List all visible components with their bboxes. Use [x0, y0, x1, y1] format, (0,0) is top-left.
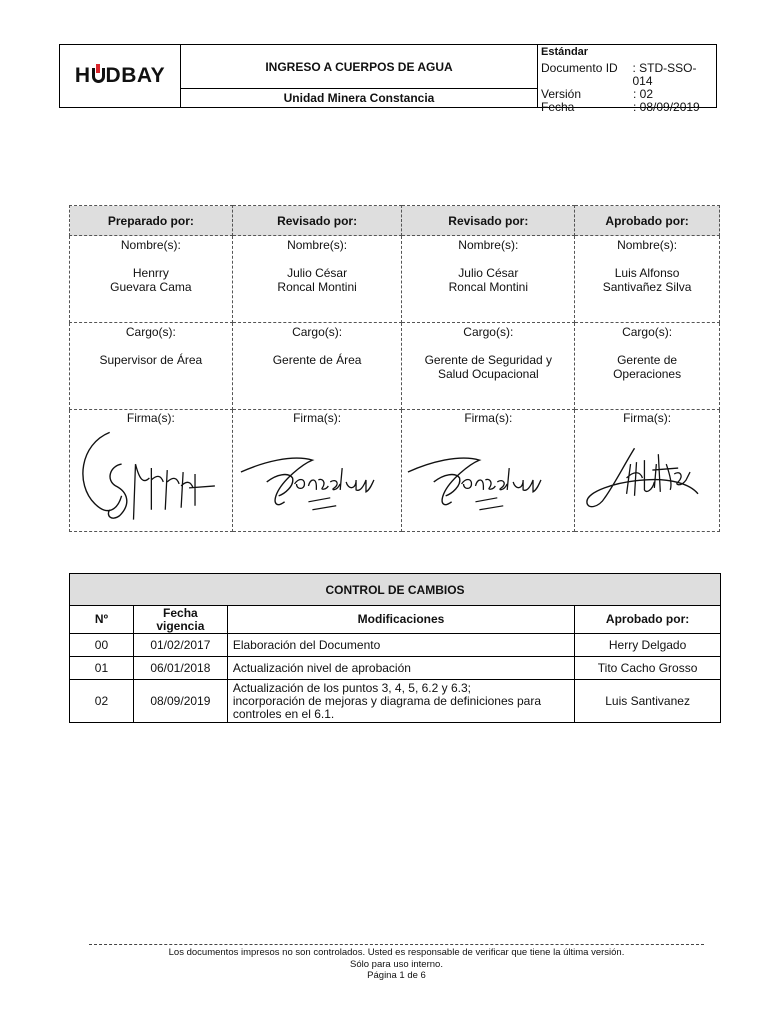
row-modification: [227, 680, 574, 723]
approval-header-row: [70, 206, 720, 236]
firma-label: Firma(s):: [464, 411, 513, 425]
page-footer: [89, 947, 704, 982]
document-subtitle: Unidad Minera Constancia: [283, 91, 435, 105]
col-revisado-2: Revisado por:: [402, 206, 575, 236]
meta-heading: Estándar: [541, 46, 589, 58]
name-line-2: Santivañez Silva: [602, 280, 692, 294]
doc-id-label: Documento ID: [541, 61, 618, 75]
hudbay-logo: [75, 64, 165, 88]
row-num: 00: [70, 634, 134, 657]
row-approved-by: Tito Cacho Grosso: [575, 657, 721, 680]
name-label: Nombre(s):: [120, 238, 181, 252]
name-label: Nombre(s):: [458, 238, 519, 252]
logo-text-dbay: DBAY: [105, 64, 166, 87]
change-control-table: [69, 573, 721, 723]
footer-divider: [89, 944, 704, 945]
name-line-1: Henrry: [132, 266, 169, 280]
row-num: 01: [70, 657, 134, 680]
cargo-label: Cargo(s):: [292, 325, 343, 339]
firma-label: Firma(s):: [623, 411, 672, 425]
signature-cell: [232, 410, 402, 532]
handwritten-signature-icon: [402, 424, 574, 528]
document-header: [59, 44, 717, 114]
cargo-cell: [70, 323, 233, 410]
name-label: Nombre(s):: [287, 238, 348, 252]
cargo-line-1: Gerente de Área: [272, 353, 362, 367]
cargo-line-1: Gerente de Seguridad y: [424, 353, 553, 367]
header-fecha: [133, 606, 227, 634]
cargo-line-1: Gerente de: [617, 353, 678, 367]
signature-cell: [575, 410, 720, 532]
row-modification: Elaboración del Documento: [227, 634, 574, 657]
footer-internal-use: Sólo para uso interno.: [350, 958, 443, 970]
name-line-2: Roncal Montini: [277, 280, 357, 294]
modification-line-2: incorporación de mejoras y diagrama de definiciones para: [232, 693, 542, 708]
row-approved-by: Herry Delgado: [575, 634, 721, 657]
cargos-row: [70, 323, 720, 410]
meta-doc-id: [541, 62, 716, 88]
name-line-2: Roncal Montini: [448, 280, 528, 294]
handwritten-signature-icon: [233, 424, 402, 528]
cargo-cell: [575, 323, 720, 410]
name-line-2: Guevara Cama: [110, 280, 192, 294]
row-modification: Actualización nivel de aprobación: [227, 657, 574, 680]
firma-label: Firma(s):: [126, 411, 175, 425]
name-label: Nombre(s):: [617, 238, 678, 252]
cargo-label: Cargo(s):: [622, 325, 673, 339]
row-approved-by: Luis Santivanez: [575, 680, 721, 723]
signature-cell: [402, 410, 575, 532]
name-line-1: Luis Alfonso: [614, 266, 680, 280]
title-cell: [181, 45, 538, 107]
name-cell: [70, 236, 233, 323]
row-date: 01/02/2017: [133, 634, 227, 657]
logo-u-mark-icon: [92, 68, 105, 83]
cargo-label: Cargo(s):: [125, 325, 176, 339]
row-date: 08/09/2019: [133, 680, 227, 723]
logo-cell: [60, 45, 181, 107]
cargo-cell: [402, 323, 575, 410]
header-fecha-line-2: vigencia: [156, 618, 205, 633]
date-value: : 08/09/2019: [633, 100, 700, 114]
name-line-1: Julio César: [287, 266, 348, 280]
modification-line-1: Actualización de los puntos 3, 4, 5, 6.2 y 6.3;: [232, 680, 471, 695]
signature-cell: [70, 410, 233, 532]
col-revisado-1: Revisado por:: [232, 206, 402, 236]
logo-text-h: H: [74, 64, 91, 87]
name-cell: [575, 236, 720, 323]
signatures-row: [70, 410, 720, 532]
doc-id-value: : STD-SSO-014: [632, 61, 697, 88]
cargo-line-2: Salud Ocupacional: [437, 367, 539, 381]
cargo-cell: [232, 323, 402, 410]
version-label: Versión: [541, 87, 582, 101]
names-row: [70, 236, 720, 323]
col-aprobado: Aprobado por:: [575, 206, 720, 236]
cargo-line-2: Operaciones: [613, 367, 682, 381]
header-aprobado: Aprobado por:: [575, 606, 721, 634]
date-label: Fecha: [541, 100, 575, 114]
col-preparado: Preparado por:: [70, 206, 233, 236]
cargo-label: Cargo(s):: [463, 325, 514, 339]
footer-disclaimer: Los documentos impresos no son controlados. Usted es responsable de verificar que tiene la última versión.: [168, 947, 625, 958]
approval-table: [69, 205, 720, 532]
footer-page-number: Página 1 de 6: [367, 970, 426, 981]
row-num: 02: [70, 680, 134, 723]
handwritten-signature-icon: [575, 424, 719, 528]
table-row: [70, 634, 721, 657]
change-header-row: [70, 606, 721, 634]
version-value: : 02: [633, 87, 654, 101]
document-meta: [538, 45, 716, 114]
firma-label: Firma(s):: [293, 411, 342, 425]
name-cell: [402, 236, 575, 323]
name-line-1: Julio César: [458, 266, 519, 280]
meta-date: [541, 101, 716, 114]
cargo-line-1: Supervisor de Área: [99, 353, 203, 367]
modification-line-3: controles en el 6.1.: [232, 706, 335, 721]
row-date: 06/01/2018: [133, 657, 227, 680]
table-row: [70, 657, 721, 680]
header-modificaciones: Modificaciones: [227, 606, 574, 634]
document-title: INGRESO A CUERPOS DE AGUA: [181, 45, 537, 89]
header-fecha-line-1: Fecha: [163, 605, 198, 620]
handwritten-signature-icon: [70, 424, 232, 528]
name-cell: [232, 236, 402, 323]
header-num: Nº: [70, 606, 134, 634]
table-row: [70, 680, 721, 723]
change-control-caption: CONTROL DE CAMBIOS: [70, 574, 721, 606]
